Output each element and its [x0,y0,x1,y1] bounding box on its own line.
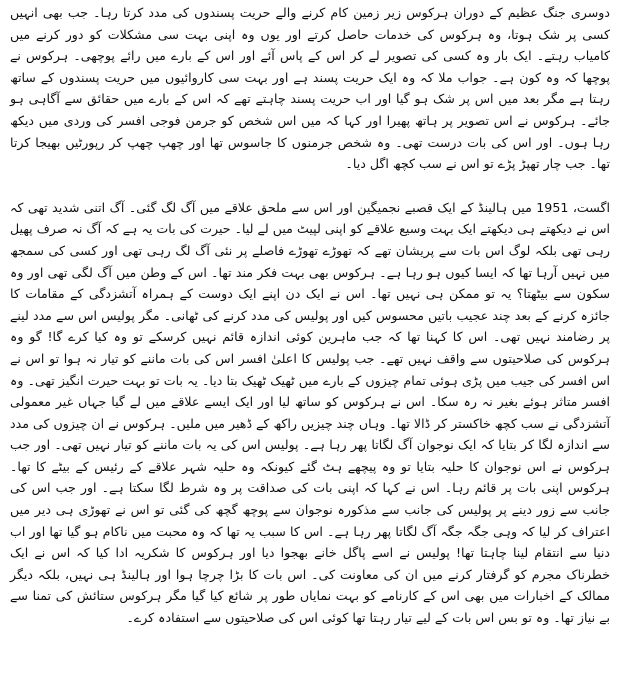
paragraph-ww2-resistance: دوسری جنگ عظیم کے دوران ہرکوس زیر زمین کام کرنے والے حریت پسندوں کی مدد کرتا رہا۔ جب بھی انہیں کسی پر شک ہوتا، وہ ہرکوس کی خدمات حاصل کرتے اور یوں وہ اپنی بہت سی مشکلات کو دور کرنے میں کامیاب رہتے۔ ایک بار وہ کسی کی تصویر لے کر اس کے پاس آئے اور اس کے بارے میں رائے پوچھی۔ ہرکوس نے پوچھا کہ وہ کون ہے۔ جواب ملا کہ وہ ایک حریت پسند ہے اور بہت سی کاروائیوں میں حریت پسندوں کے ساتھ رہتا ہے مگر بعد میں اس پر شک ہو گیا اور اب حریت پسند چاہتے تھے کہ اس کے بارے میں حقائق سے آگاہی ہو جائے۔ ہرکوس نے اس تصویر پر ہاتھ پھیرا اور کہا کہ میں اس شخص کو جرمن فوجی افسر کی وردی میں دیکھ رہا ہوں۔ اور اس کی بات درست تھی۔ وہ شخص جرمنوں کا جاسوس تھا اور چھپ چھپ کر رپورٹیں بھیجا کرتا تھا۔ جب چار تھپڑ پڑے تو اس نے سب کچھ اگل دیا۔ [10,5,610,172]
paragraph-1951-fires: اگست، 1951 میں ہالینڈ کے ایک قصبے نجمیگین اور اس سے ملحق علاقے میں آگ لگ گئی۔ آگ اتنی شدید تھی کہ اس نے دیکھتے ہی دیکھتے ایک بہت وسیع علاقے کو اپنی لپیٹ میں لے لیا۔ حیرت کی بات یہ ہے کہ آگ نہ صرف پھیل رہی تھی بلکہ لوگ اس بات سے پریشان تھے کہ تھوڑے تھوڑے فاصلے پر نئی آگ لگ رہی تھی اور کسی کی سمجھ میں نہیں آرہا تھا کہ ایسا کیوں ہو رہا ہے۔ ہرکوس بھی بہت فکر مند تھا۔ اس کے وطن میں آگ لگی تھی اور وہ سکون سے بیٹھتا؟ یہ تو ممکن ہی نہیں تھا۔ اس نے ایک دن اپنے ایک دوست کے ہمراہ آتشزدگی کے مقامات کا جائزہ کرنے کے بعد چند عجیب باتیں محسوس کیں اور پولیس کی مدد کرنے کی ٹھانی۔ مگر پولیس اس سے مدد لینے پر رضامند نہیں تھی۔ اس کا کہنا تھا کہ جب ماہرین کوئی اندازہ قائم نہیں کرسکے تو وہ کیا کرے گا! گو وہ ہرکوس کی صلاحیتوں سے واقف نہیں تھے۔ جب پولیس کا اعلیٰ افسر اس کی بات ماننے کو تیار نہ ہوا تو اس نے اس افسر کی جیب میں پڑی ہوئی تمام چیزوں کے بارے میں ٹھیک ٹھیک بتا دیا۔ یہ بات تو بہت حیرت انگیز تھی۔ وہ افسر متاثر ہوئے بغیر نہ رہ سکا۔ اس نے ہرکوس کو ساتھ لیا اور ایک ایسے علاقے میں لے گیا جہاں غیر معمولی آتشزدگی نے سب کچھ خاکستر کر ڈالا تھا۔ وہاں چند چیزیں راکھ کے ڈھیر میں ملیں۔ ہرکوس نے ان چیزوں کی مدد سے اندازہ لگا کر بتایا کہ ایک نوجوان آگ لگاتا پھر رہا ہے۔ پولیس اس کی یہ بات ماننے کو تیار نہیں تھی۔ اور جب ہرکوس نے اس نوجوان کا حلیہ بتایا تو وہ پیچھے ہٹ گئے کیونکہ وہ حلیہ شہر علاقے کے رئیس کے بیٹے کا تھا۔ ہرکوس اپنی بات پر قائم رہا۔ اس نے کہا کہ اپنی بات کی صداقت پر وہ شرط لگا سکتا ہے۔ اور جب اس کی جانب سے زور دینے پر پولیس کی جانب سے مذکورہ نوجوان سے پوچھ گچھ کی گئی تو اس نے تھوڑی ہی دیر میں اعتراف کر لیا کہ وہی جگہ جگہ آگ لگاتا پھر رہا ہے۔ اس کا سبب یہ تھا کہ وہ محبت میں ناکام ہو گیا تھا اور اب دنیا سے انتقام لینا چاہتا تھا! پولیس نے اسے پاگل خانے بھجوا دیا اور ہرکوس کا شکریہ ادا کیا کہ اس نے ایک خطرناک مجرم کو گرفتار کرنے میں ان کی معاونت کی۔ اس بات کا بڑا چرچا ہوا اور ہالینڈ ہی نہیں، بلکہ دیگر ممالک کے اخبارات میں بھی اس کے کارنامے کو بہت نمایاں طور پر شائع کیا گیا مگر ہرکوس ستائش کی تمنا سے بے نیاز تھا۔ وہ تو بس اس بات کے لیے تیار رہتا تھا کوئی اس کی صلاحیتوں سے استفادہ کرے۔ [10,199,610,626]
